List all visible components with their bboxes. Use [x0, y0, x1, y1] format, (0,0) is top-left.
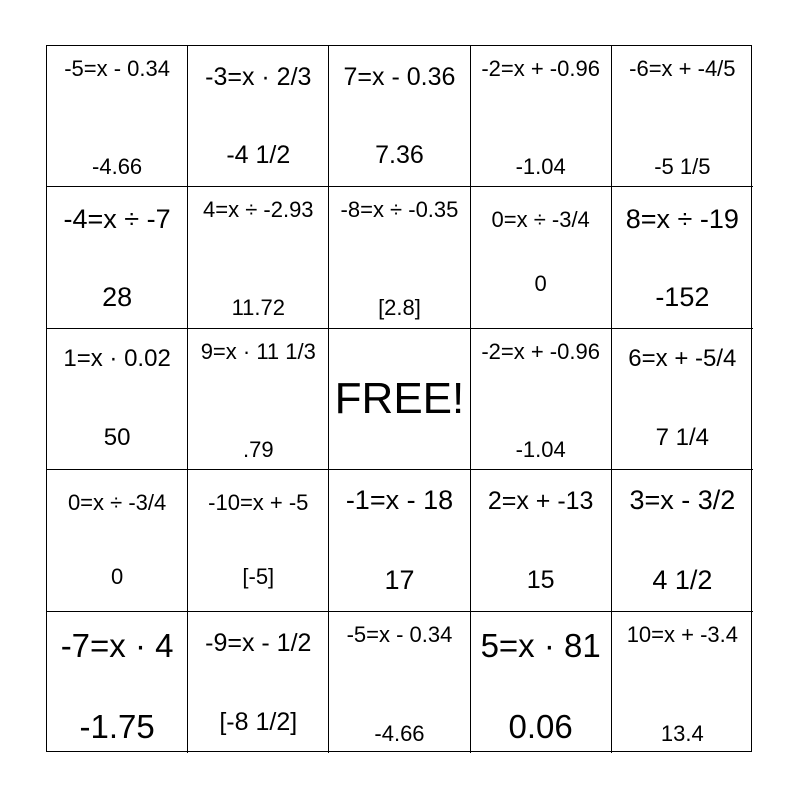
bingo-cell[interactable]	[47, 470, 188, 611]
cell-answer: 7 1/4	[655, 424, 710, 452]
bingo-cell[interactable]	[612, 46, 753, 187]
cell-equation: 1=x · 0.02	[63, 344, 171, 372]
cell-equation: 8=x ÷ -19	[625, 204, 739, 235]
bingo-cell[interactable]	[471, 612, 612, 753]
cell-answer: [2.8]	[378, 295, 421, 321]
cell-equation: -8=x ÷ -0.35	[340, 197, 459, 223]
bingo-cell[interactable]	[612, 329, 753, 470]
bingo-cell[interactable]	[471, 470, 612, 611]
bingo-cell[interactable]	[188, 470, 329, 611]
cell-equation: -2=x + -0.96	[481, 338, 600, 364]
cell-equation: -5=x - 0.34	[346, 621, 453, 647]
bingo-cell[interactable]	[47, 187, 188, 328]
cell-answer: -1.75	[79, 708, 155, 746]
cell-equation: 6=x + -5/4	[628, 344, 737, 372]
cell-answer: 50	[103, 424, 131, 452]
cell-answer: -152	[655, 282, 710, 313]
cell-answer: -5 1/5	[654, 154, 711, 179]
free-space-label: FREE!	[334, 373, 465, 423]
cell-answer: 0	[110, 564, 124, 590]
bingo-cell[interactable]	[47, 612, 188, 753]
bingo-cell[interactable]	[471, 46, 612, 187]
cell-equation: -5=x - 0.34	[64, 56, 170, 81]
cell-answer: [-5]	[242, 564, 275, 590]
cell-equation: 3=x - 3/2	[629, 485, 736, 516]
cell-equation: -4=x ÷ -7	[63, 204, 171, 235]
bingo-cell[interactable]	[188, 46, 329, 187]
bingo-cell[interactable]	[612, 612, 753, 753]
cell-answer: -4.66	[374, 720, 425, 746]
cell-equation: -1=x - 18	[345, 485, 454, 516]
cell-equation: 7=x - 0.36	[343, 63, 456, 91]
cell-answer: 4 1/2	[652, 565, 713, 596]
cell-answer: 0	[534, 271, 547, 297]
cell-answer: -1.04	[515, 436, 566, 462]
cell-equation: -2=x + -0.96	[481, 56, 600, 81]
cell-answer: -4.66	[92, 154, 143, 179]
bingo-cell[interactable]	[471, 187, 612, 328]
cell-answer: .79	[242, 436, 274, 462]
bingo-cell[interactable]	[612, 187, 753, 328]
cell-equation: 2=x + -13	[487, 487, 594, 516]
cell-answer: 13.4	[660, 720, 704, 746]
cell-answer: -1.04	[515, 154, 566, 179]
bingo-cell[interactable]	[188, 187, 329, 328]
cell-equation: 5=x · 81	[480, 626, 601, 664]
cell-answer: [-8 1/2]	[219, 707, 298, 736]
cell-equation: -6=x + -4/5	[629, 56, 736, 81]
cell-answer: 11.72	[231, 295, 285, 321]
cell-equation: 0=x ÷ -3/4	[67, 490, 167, 516]
cell-equation: -9=x - 1/2	[205, 628, 312, 657]
bingo-cell[interactable]	[47, 329, 188, 470]
cell-answer: 28	[102, 282, 133, 313]
bingo-cell[interactable]	[329, 187, 470, 328]
cell-equation: 10=x + -3.4	[626, 621, 738, 647]
bingo-cell[interactable]	[188, 329, 329, 470]
bingo-cell[interactable]	[612, 470, 753, 611]
cell-equation: 4=x ÷ -2.93	[203, 197, 314, 223]
cell-answer: 17	[384, 565, 415, 596]
bingo-cell[interactable]	[329, 470, 470, 611]
cell-equation: -7=x · 4	[60, 626, 174, 664]
cell-equation: 9=x · 11 1/3	[200, 338, 316, 364]
bingo-cell[interactable]	[47, 46, 188, 187]
cell-equation: 0=x ÷ -3/4	[491, 207, 590, 233]
cell-answer: 7.36	[375, 141, 424, 170]
cell-answer: 15	[526, 565, 555, 594]
bingo-cell[interactable]	[471, 329, 612, 470]
cell-equation: -10=x + -5	[208, 490, 309, 516]
cell-answer: -4 1/2	[226, 141, 291, 170]
cell-answer: 0.06	[508, 708, 573, 746]
bingo-cell[interactable]	[329, 612, 470, 753]
bingo-cell[interactable]	[188, 612, 329, 753]
bingo-board	[46, 45, 752, 752]
free-space[interactable]	[329, 329, 470, 470]
cell-equation: -3=x · 2/3	[205, 63, 312, 91]
bingo-cell[interactable]	[329, 46, 470, 187]
